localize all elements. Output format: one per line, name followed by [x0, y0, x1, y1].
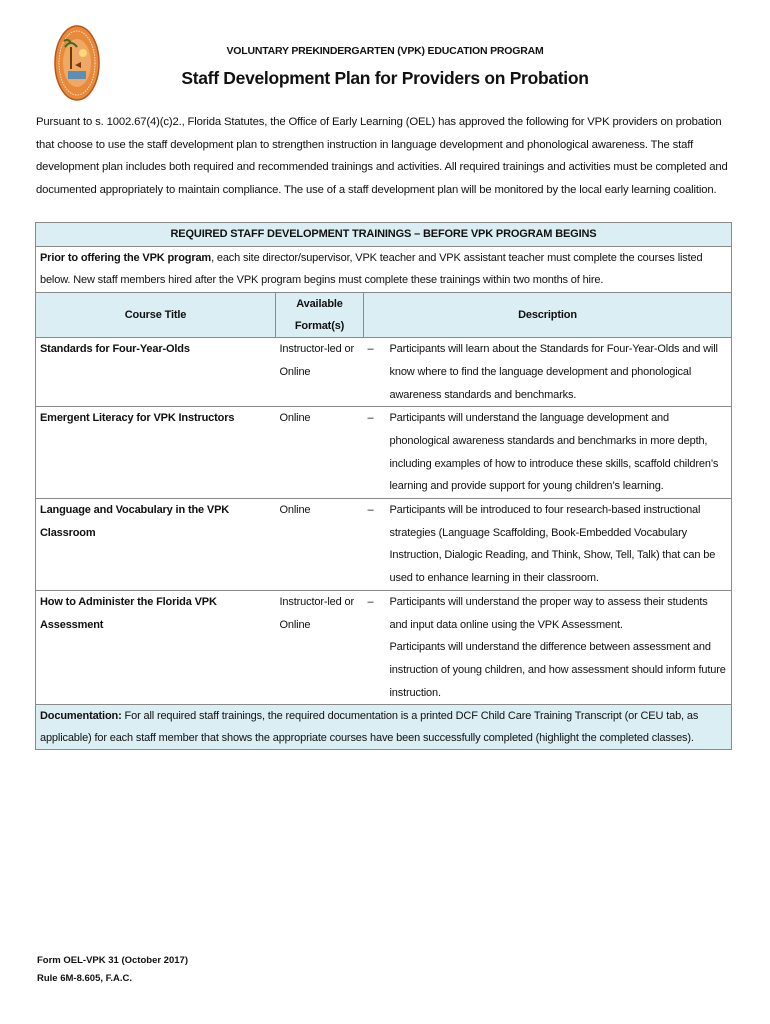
- course-format: Online: [276, 499, 364, 591]
- list-dash: –: [367, 595, 374, 608]
- course-format: Online: [276, 407, 364, 499]
- prior-note: [36, 246, 732, 292]
- course-description: [364, 590, 732, 705]
- list-dash: –: [367, 504, 374, 517]
- table-band-title: REQUIRED STAFF DEVELOPMENT TRAININGS – BEFORE VPK PROGRAM BEGINS: [36, 223, 732, 247]
- course-format: Instructor-led or Online: [276, 338, 364, 407]
- page-title: Staff Development Plan for Providers on Probation: [181, 68, 589, 88]
- table-row: [36, 590, 732, 705]
- course-title: Emergent Literacy for VPK Instructors: [36, 407, 276, 499]
- course-description: [364, 407, 732, 499]
- list-dash: –: [367, 412, 374, 425]
- description-text: Participants will be introduced to four research-based instructional strategies (Language Scaffolding, Book-Embedded Vocabulary Instruction, Dialogic Reading, and Think, Show, Tell, Talk) that can be used to enhance learning in their classroom.: [389, 504, 716, 585]
- form-number: Form OEL-VPK 31 (October 2017): [37, 955, 188, 966]
- header-formats: Available Format(s): [276, 293, 364, 338]
- header-description: Description: [364, 293, 732, 338]
- description-text-continued: Participants will understand the difference between assessment and instruction of young children, and how assessment should inform future instruction.: [389, 641, 726, 699]
- intro-text: Pursuant to s. 1002.67(4)(c)2., Florida Statutes, the Office of Early Learning (OEL) has approved the following for VPK providers on probation that choose to use the staff development plan to strengthen instruction in language development and phonological awareness. The staff development plan includes both required and recommended trainings and activities. All required trainings and activities must be completed and documented appropriately to maintain compliance. The use of a staff development plan will be monitored by the local early learning coalition.: [36, 116, 728, 197]
- description-text: Participants will learn about the Standards for Four-Year-Olds and will know where to find the language development and phonological awareness standards and benchmarks.: [389, 343, 718, 401]
- table-row: [36, 407, 732, 499]
- table-row: [36, 499, 732, 591]
- documentation-text: For all required staff trainings, the required documentation is a printed DCF Child Care Training Transcript (or CEU tab, as applicable) for each staff member that shows the appropriate courses have been successfully completed (highlight the completed classes).: [40, 710, 699, 745]
- florida-state-seal: [54, 25, 100, 101]
- course-title: Language and Vocabulary in the VPK Classroom: [36, 499, 276, 591]
- documentation-label: Documentation:: [40, 710, 122, 723]
- description-text: Participants will understand the proper way to assess their students and input data online using the VPK Assessment.: [389, 595, 708, 631]
- form-footer: [37, 952, 188, 988]
- prior-rest: , each site director/supervisor, VPK teacher and VPK assistant teacher must complete the courses listed below. New staff members hired after the VPK program begins must complete these trainings within two months of hire.: [40, 251, 703, 287]
- course-format: Instructor-led or Online: [276, 590, 364, 705]
- course-title: Standards for Four-Year-Olds: [36, 338, 276, 407]
- intro-paragraph: [36, 111, 730, 202]
- list-dash: –: [367, 343, 374, 356]
- course-description: [364, 338, 732, 407]
- header-course-title: Course Title: [36, 293, 276, 338]
- documentation-note: [36, 705, 732, 750]
- program-name: VOLUNTARY PREKINDERGARTEN (VPK) EDUCATION PROGRAM: [226, 45, 544, 57]
- rule-number: Rule 6M-8.605, F.A.C.: [37, 973, 133, 984]
- description-text: Participants will understand the language development and phonological awareness standards and benchmarks in more depth, including examples of how to introduce these skills, scaffold children’s learning and provide support for young children’s learning.: [389, 412, 719, 493]
- course-title: How to Administer the Florida VPK Assessment: [36, 590, 276, 705]
- required-trainings-table: [35, 222, 732, 750]
- table-row: [36, 338, 732, 407]
- course-description: [364, 499, 732, 591]
- prior-lead: Prior to offering the VPK program: [40, 251, 212, 264]
